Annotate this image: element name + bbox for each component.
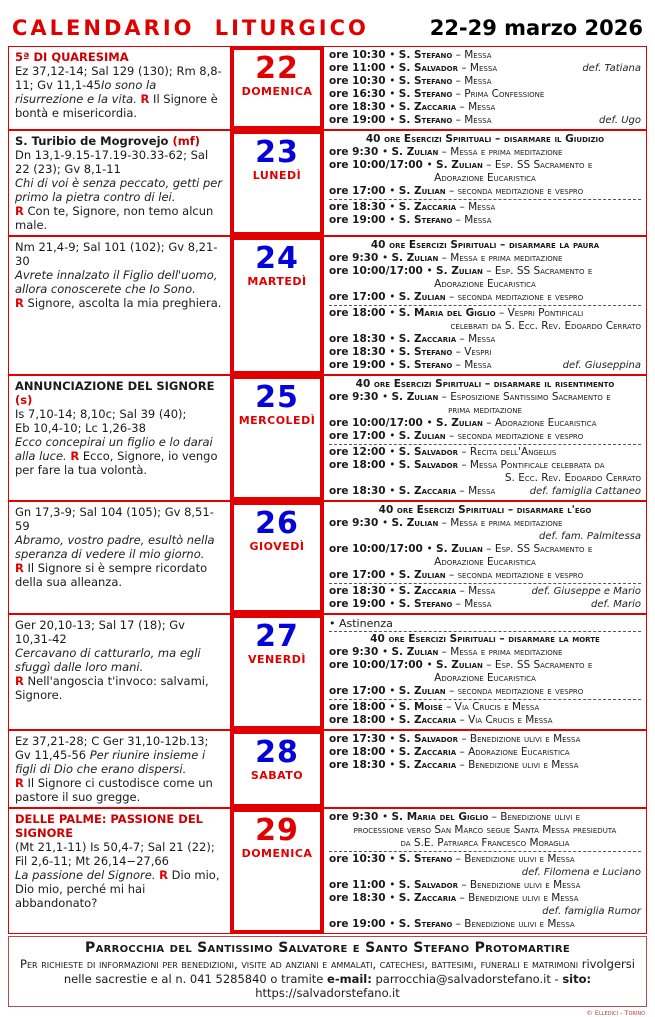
celebration-name: Esp. SS Sacramento e (494, 265, 593, 277)
schedule-entry: def. famiglia Cattaneo ore 18:30 • S. Zaccaria – Messa (329, 485, 641, 497)
schedule-cell (323, 47, 646, 129)
readings-cell (9, 47, 231, 129)
schedule-cell (323, 809, 646, 933)
celebration-continuation: Adorazione Eucaristica (434, 172, 536, 184)
church-name: S. Zaccaria (398, 585, 457, 597)
celebration-name: Esp. SS Sacramento e (494, 543, 593, 555)
schedule-entry: ore 11:00 • S. Salvador – Benedizione ulivi e Messa (329, 879, 581, 891)
celebration-name: Via Crucis e Messa (468, 714, 553, 726)
day-number: 27 (255, 619, 299, 654)
day-number: 23 (255, 135, 299, 170)
church-name: S. Zulian (391, 646, 439, 658)
celebration-name: Benedizione ulivi e Messa (464, 918, 575, 930)
day-row (9, 615, 646, 731)
celebration-continuation: Adorazione Eucaristica (434, 556, 536, 568)
day-row (9, 131, 646, 237)
day-number: 26 (255, 506, 299, 541)
calendar-table (8, 46, 647, 934)
day-name: DOMENICA (241, 847, 313, 860)
schedule-entry: ore 9:30 • S. Zulian – Esposizione Santissimo Sacramento e (329, 391, 611, 403)
schedule-group (329, 305, 641, 372)
church-name: S. Salvador (398, 62, 458, 74)
schedule-entry: ore 19:00 • S. Stefano – Messa (329, 214, 492, 226)
schedule-group (329, 378, 641, 443)
schedule-group (329, 504, 641, 582)
deceased-note: def. Filomena e Luciano (521, 867, 641, 878)
celebration-name: Recita dell'Angelus (469, 446, 557, 458)
celebration-name: Via Crucis e Messa (454, 701, 540, 713)
church-name: S. Salvador (398, 446, 458, 458)
schedule-group (329, 631, 641, 698)
church-name: S. Moisè (398, 701, 443, 713)
celebration-name: Messa e prima meditazione (450, 146, 563, 158)
deceased-note: def. Ugo (599, 115, 641, 126)
schedule-entry: ore 18:00 • S. Zaccaria – Via Crucis e Messa (329, 714, 553, 726)
page-title: CALENDARIO LITURGICO (12, 16, 369, 40)
celebration-name: Messa (468, 333, 496, 345)
date-cell (231, 47, 323, 129)
church-name: S. Salvador (398, 733, 458, 745)
schedule-entry: ore 9:30 • S. Maria del Giglio – Benedizione ulivi e (329, 811, 581, 823)
church-name: S. Zulian (391, 146, 439, 158)
deceased-note: def. Giuseppina (562, 360, 641, 371)
feast-title: ANNUNCIAZIONE DEL SIGNORE (s) (15, 379, 215, 407)
parish-name: Parrocchia del Santissimo Salvatore e Santo Stefano Protomartire (85, 940, 570, 956)
church-name: S. Stefano (398, 918, 453, 930)
celebration-name: Messa (464, 114, 492, 126)
date-cell (231, 502, 323, 613)
day-number: 25 (255, 380, 299, 415)
schedule-entry: def. Giuseppe e Mario ore 18:30 • S. Zaccaria – Messa (329, 585, 641, 597)
schedule-entry: ore 9:30 • S. Zulian – Messa e prima meditazione (329, 146, 563, 158)
church-name: S. Zulian (436, 659, 483, 671)
day-number: 29 (255, 813, 299, 848)
church-name: S. Stefano (398, 114, 453, 126)
deceased-note: def. Mario (591, 599, 641, 610)
readings-text: Ez 37,21-28; C Ger 31,10-12b.13; Gv 11,45-56 Per riunire insieme i figli di Dio che erano dispersi. R Il Signore ci custodisce come un pastore il suo gregge. (15, 734, 213, 804)
readings-text: Gn 17,3-9; Sal 104 (105); Gv 8,51-59 Abramo, vostro padre, esultò nella speranza di vedere il mio giorno. R Il Signore si è sempre ricordato della sua alleanza. (15, 505, 215, 589)
schedule-group (329, 811, 641, 850)
celebration-name: Messa (464, 75, 492, 87)
readings-cell (9, 502, 231, 613)
day-name: SABATO (250, 769, 304, 782)
deceased-note: def. fam. Palmitessa (538, 531, 641, 542)
exercises-heading: 40 ore Esercizi Spirituali – disarmare la paura (370, 239, 600, 251)
schedule-group (329, 444, 641, 498)
schedule-entry: ore 17:00 • S. Zulian – seconda meditazione e vespro (329, 430, 584, 442)
date-cell (231, 131, 323, 235)
schedule-entry: ore 17:30 • S. Salvador – Benedizione ulivi e Messa (329, 733, 581, 745)
abstinence-note: • Astinenza (329, 617, 393, 630)
date-cell (231, 237, 323, 374)
schedule-entry: ore 16:30 • S. Stefano – Prima Confessione (329, 88, 545, 100)
day-name: MARTEDÌ (247, 275, 307, 288)
schedule-cell (323, 131, 646, 235)
church-name: S. Zulian (436, 417, 483, 429)
church-name: S. Zulian (391, 391, 439, 403)
celebration-name: Benedizione ulivi e Messa (468, 759, 579, 771)
celebration-name: seconda meditazione e vespro (457, 185, 584, 197)
church-name: S. Zulian (398, 430, 446, 442)
schedule-entry: ore 18:00 • S. Moisè – Via Crucis e Messa (329, 701, 540, 713)
deceased-note: def. Tatiana (582, 63, 641, 74)
schedule-entry: ore 18:00 • S. Salvador – Messa Pontificale celebrata da (329, 459, 605, 471)
readings-cell (9, 376, 231, 500)
schedule-entry: ore 18:00 • S. Maria del Giglio – Vespri Pontificali (329, 307, 584, 319)
church-name: S. Maria del Giglio (398, 307, 496, 319)
celebration-name: Messa e prima meditazione (450, 517, 563, 529)
deceased-note: def. famiglia Cattaneo (529, 486, 641, 497)
site-label: sito: (562, 971, 592, 986)
schedule-entry: ore 10:00/17:00 • S. Zulian – Esp. SS Sacramento e (329, 159, 593, 171)
celebration-continuation: da S.E. Patriarca Francesco Moraglia (400, 837, 570, 849)
footer-info-caps: Per richieste di informazioni per benedizioni, visite ad anziani e ammalati, catechesi, battesimi, funerali e matrimoni (20, 957, 579, 971)
celebration-name: Benedizione ulivi e Messa (469, 733, 581, 745)
church-name: S. Zaccaria (398, 714, 457, 726)
day-row (9, 47, 646, 131)
day-number: 28 (255, 735, 299, 770)
church-name: S. Stefano (398, 346, 453, 358)
schedule-entry: ore 10:00/17:00 • S. Zulian – Esp. SS Sacramento e (329, 543, 593, 555)
schedule-entry: ore 18:30 • S. Zaccaria – Benedizione ulivi e Messa (329, 892, 579, 904)
church-name: S. Zaccaria (398, 333, 457, 345)
day-row (9, 237, 646, 376)
schedule-group (329, 49, 641, 127)
celebration-name: Adorazione Eucaristica (468, 746, 570, 758)
schedule-entry: ore 10:30 • S. Stefano – Messa (329, 75, 492, 87)
schedule-cell (323, 237, 646, 374)
celebration-name: Messa (464, 49, 492, 61)
church-name: S. Zaccaria (398, 892, 457, 904)
schedule-entry: ore 9:30 • S. Zulian – Messa e prima meditazione (329, 252, 563, 264)
exercises-heading: 40 ore Esercizi Spirituali – disarmare il Giudizio (365, 133, 605, 145)
church-name: S. Salvador (398, 879, 458, 891)
celebration-name: Messa Pontificale celebrata da (469, 459, 605, 471)
readings-cell (9, 809, 231, 933)
celebration-name: Vespri (464, 346, 492, 358)
readings-cell (9, 731, 231, 807)
celebration-name: Benedizione ulivi e Messa (464, 853, 575, 865)
church-name: S. Zulian (398, 185, 446, 197)
schedule-entry: def. Tatiana ore 11:00 • S. Salvador – Messa (329, 62, 641, 74)
feast-title: S. Turibio de Mogrovejo (mf) (15, 134, 200, 148)
exercises-heading: 40 ore Esercizi Spirituali – disarmare la morte (370, 633, 600, 645)
church-name: S. Zaccaria (398, 746, 457, 758)
church-name: S. Zaccaria (398, 201, 457, 213)
day-row (9, 809, 646, 933)
schedule-cell (323, 376, 646, 500)
celebration-name: Vespri Pontificali (507, 307, 584, 319)
readings-text: Ger 20,10-13; Sal 17 (18); Gv 10,31-42 Cercavano di catturarlo, ma egli sfuggì dalle loro mani. R Nell'angoscia t'invoco: salvami, Signore. (15, 618, 209, 702)
day-row (9, 376, 646, 502)
celebration-continuation: celebrati da S. Ecc. Rev. Edoardo Cerrato (450, 320, 641, 332)
day-name: GIOVEDÌ (249, 540, 305, 553)
celebration-name: Messa (469, 62, 498, 74)
readings-cell (9, 237, 231, 374)
exercises-heading: 40 ore Esercizi Spirituali – disarmare l'ego (378, 504, 592, 516)
schedule-entry: ore 19:00 • S. Stefano – Benedizione ulivi e Messa (329, 918, 575, 930)
schedule-entry: ore 10:30 • S. Stefano – Benedizione ulivi e Messa (329, 853, 575, 865)
readings-text: Dn 13,1-9.15-17.19-30.33-62; Sal 22 (23); Gv 8,1-11 Chi di voi è senza peccato, getti per primo la pietra contro di lei. R Con te, Signore, non temo alcun male. (15, 148, 223, 232)
celebration-name: seconda meditazione e vespro (457, 430, 584, 442)
day-name: LUNEDÌ (252, 169, 302, 182)
schedule-entry: ore 17:00 • S. Zulian – seconda meditazione e vespro (329, 185, 584, 197)
readings-text: (Mt 21,1-11) Is 50,4-7; Sal 21 (22); Fil 2,6-11; Mt 26,14−27,66 La passione del Signore. R Dio mio, Dio mio, perché mi hai abbandonato? (15, 840, 220, 910)
schedule-group (329, 699, 641, 727)
readings-cell (9, 131, 231, 235)
schedule-entry: ore 17:00 • S. Zulian – seconda meditazione e vespro (329, 569, 584, 581)
celebration-name: Benedizione ulivi e Messa (469, 879, 581, 891)
exercises-heading: 40 ore Esercizi Spirituali – disarmare il risentimento (355, 378, 615, 390)
feast-title: 5ª DI QUARESIMA (15, 50, 129, 64)
email-value: parrocchia@salvadorstefano.it - (371, 971, 563, 986)
church-name: S. Zulian (436, 543, 483, 555)
email-label: e-mail: (327, 971, 372, 986)
date-cell (231, 809, 323, 933)
church-name: S. Stefano (398, 49, 453, 61)
schedule-entry: ore 18:30 • S. Zaccaria – Messa (329, 101, 496, 113)
day-name: MERCOLEDÌ (238, 414, 316, 427)
day-number: 22 (255, 51, 299, 86)
schedule-entry: ore 17:00 • S. Zulian – seconda meditazione e vespro (329, 291, 584, 303)
celebration-name: seconda meditazione e vespro (457, 685, 584, 697)
church-name: S. Zulian (436, 265, 483, 277)
celebration-continuation: Adorazione Eucaristica (434, 278, 536, 290)
footer-info-plain: rivolgersi nelle sacrestie e al n. 041 5285840 o tramite (63, 957, 635, 986)
church-name: S. Zaccaria (398, 759, 457, 771)
church-name: S. Zulian (391, 517, 439, 529)
date-range: 22-29 marzo 2026 (429, 16, 643, 40)
church-name: S. Zaccaria (398, 485, 457, 497)
date-cell (231, 376, 323, 500)
celebration-name: Messa (468, 101, 496, 113)
schedule-group (329, 617, 641, 630)
celebration-name: Prima Confessione (464, 88, 545, 100)
church-name: S. Zulian (436, 159, 483, 171)
schedule-cell (323, 502, 646, 613)
celebration-name: Benedizione ulivi e Messa (468, 892, 579, 904)
day-name: VENERDÌ (248, 653, 306, 666)
feast-title: DELLE PALME: PASSIONE DEL SIGNORE (15, 812, 204, 840)
celebration-name: Esposizione Santissimo Sacramento e (450, 391, 611, 403)
schedule-group (329, 851, 641, 931)
schedule-entry: ore 10:30 • S. Stefano – Messa (329, 49, 492, 61)
schedule-entry: def. Giuseppina ore 19:00 • S. Stefano – Messa (329, 359, 641, 371)
footer-box (8, 936, 647, 1007)
schedule-group (329, 733, 641, 772)
schedule-entry: ore 18:30 • S. Zaccaria – Messa (329, 201, 496, 213)
church-name: S. Zulian (398, 569, 446, 581)
schedule-entry: ore 18:30 • S. Zaccaria – Messa (329, 333, 496, 345)
church-name: S. Stefano (398, 75, 453, 87)
schedule-entry: ore 18:30 • S. Stefano – Vespri (329, 346, 492, 358)
footer-info (17, 957, 638, 1001)
deceased-note: def. Giuseppe e Mario (531, 586, 641, 597)
church-name: S. Stefano (398, 88, 453, 100)
readings-text: Nm 21,4-9; Sal 101 (102); Gv 8,21-30 Avrete innalzato il Figlio dell'uomo, allora conoscerete che Io Sono. R Signore, ascolta la mia preghiera. (15, 240, 222, 310)
readings-text: Is 7,10-14; 8,10c; Sal 39 (40); Eb 10,4-10; Lc 1,26-38 Ecco concepirai un figlio e lo darai alla luce. R Ecco, Signore, io vengo per fare la tua volontà. (15, 407, 218, 477)
celebration-name: Messa e prima meditazione (450, 646, 563, 658)
church-name: S. Zulian (398, 685, 446, 697)
church-name: S. Zaccaria (398, 101, 457, 113)
celebration-continuation: Adorazione Eucaristica (434, 672, 536, 684)
readings-text: Ez 37,12-14; Sal 129 (130); Rm 8,8-11; Gv 11,1-45Io sono la risurrezione e la vita. R Il Signore è bontà e misericordia. (15, 64, 222, 120)
church-name: S. Stefano (398, 853, 453, 865)
celebration-name: Messa e prima meditazione (450, 252, 563, 264)
day-row (9, 731, 646, 809)
celebration-continuation: S. Ecc. Rev. Edoardo Cerrato (504, 472, 641, 484)
celebration-name: Messa (464, 359, 492, 371)
schedule-entry: ore 17:00 • S. Zulian – seconda meditazione e vespro (329, 685, 584, 697)
schedule-entry: ore 18:00 • S. Zaccaria – Adorazione Eucaristica (329, 746, 570, 758)
page-header (8, 0, 647, 46)
schedule-cell (323, 731, 646, 807)
schedule-entry: ore 10:00/17:00 • S. Zulian – Esp. SS Sacramento e (329, 659, 593, 671)
schedule-group (329, 133, 641, 198)
celebration-name: Esp. SS Sacramento e (494, 659, 593, 671)
schedule-cell (323, 615, 646, 729)
church-name: S. Salvador (398, 459, 458, 471)
celebration-name: Messa (468, 485, 496, 497)
schedule-entry: ore 10:00/17:00 • S. Zulian – Adorazione Eucaristica (329, 417, 597, 429)
site-value: https://salvadorstefano.it (255, 986, 400, 1000)
celebration-continuation: processione verso San Marco segue Santa Messa presieduta (353, 824, 617, 836)
date-cell (231, 615, 323, 729)
schedule-group (329, 239, 641, 304)
church-name: S. Zulian (398, 291, 446, 303)
schedule-entry: ore 10:00/17:00 • S. Zulian – Esp. SS Sacramento e (329, 265, 593, 277)
deceased-note: def. famiglia Rumor (542, 906, 641, 917)
church-name: S. Maria del Giglio (391, 811, 489, 823)
day-number: 24 (255, 241, 299, 276)
schedule-entry: ore 12:00 • S. Salvador – Recita dell'Angelus (329, 446, 557, 458)
celebration-name: Messa (464, 598, 492, 610)
celebration-name: seconda meditazione e vespro (457, 569, 584, 581)
schedule-entry: ore 18:30 • S. Zaccaria – Benedizione ulivi e Messa (329, 759, 579, 771)
schedule-entry: ore 9:30 • S. Zulian – Messa e prima meditazione (329, 646, 563, 658)
schedule-group (329, 199, 641, 227)
day-name: DOMENICA (241, 85, 313, 98)
church-name: S. Stefano (398, 598, 453, 610)
celebration-name: seconda meditazione e vespro (457, 291, 584, 303)
day-row (9, 502, 646, 615)
church-name: S. Stefano (398, 214, 453, 226)
schedule-entry: def. Mario ore 19:00 • S. Stefano – Messa (329, 598, 641, 610)
schedule-entry: ore 9:30 • S. Zulian – Messa e prima meditazione (329, 517, 563, 529)
church-name: S. Zulian (391, 252, 439, 264)
schedule-entry: def. Ugo ore 19:00 • S. Stefano – Messa (329, 114, 641, 126)
celebration-name: Adorazione Eucaristica (494, 417, 597, 429)
celebration-name: Esp. SS Sacramento e (494, 159, 593, 171)
church-name: S. Stefano (398, 359, 453, 371)
readings-cell (9, 615, 231, 729)
publisher-credit: © Elledici - Torino (586, 1008, 645, 1017)
celebration-name: Messa (464, 214, 492, 226)
celebration-continuation: prima meditazione (448, 404, 522, 416)
schedule-group (329, 583, 641, 611)
celebration-name: Messa (468, 201, 496, 213)
celebration-name: Messa (468, 585, 496, 597)
celebration-name: Benedizione ulivi e (500, 811, 581, 823)
date-cell (231, 731, 323, 807)
